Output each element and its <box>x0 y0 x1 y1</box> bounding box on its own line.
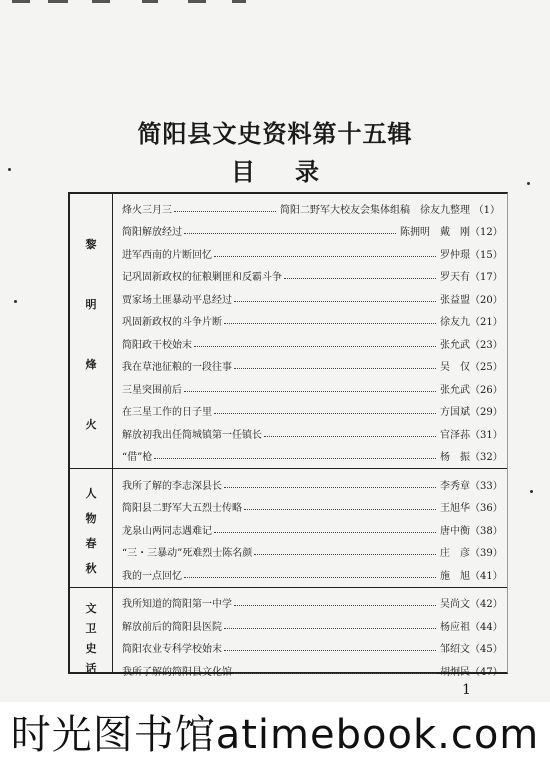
entry-title: 我所了解的简阳县文化馆 <box>122 666 232 678</box>
toc-entry[interactable] <box>122 661 503 679</box>
entry-title: 巩固新政权的斗争片断 <box>122 317 222 328</box>
category-char: 人 <box>85 487 97 501</box>
toc-entry[interactable] <box>122 543 503 561</box>
toc-entry[interactable] <box>122 520 503 538</box>
category-char: 春 <box>85 537 97 551</box>
entry-title: 贾家场土匪暴动平息经过 <box>122 294 232 306</box>
entry-author: 徐友九 <box>440 317 470 328</box>
dot-leader <box>184 233 396 234</box>
entry-author: 简阳二野军大校友会集体组稿 徐友九整理 <box>280 204 470 216</box>
entry-title: “借”枪 <box>122 452 153 463</box>
toc-entry[interactable] <box>122 312 503 330</box>
entry-page: （17） <box>470 272 503 283</box>
entry-page: （21） <box>470 317 503 328</box>
contents-heading: 目录 <box>231 157 359 186</box>
top-edge-marks <box>0 0 550 6</box>
dot-leader <box>174 211 276 212</box>
entry-author: 杨 振 <box>440 452 470 463</box>
dot-leader <box>234 673 436 674</box>
entry-author: 唐中衡 <box>440 525 470 537</box>
toc-entry[interactable] <box>122 199 500 217</box>
toc-entry[interactable] <box>122 424 503 442</box>
entry-author: 杨应祖 <box>440 621 470 633</box>
entry-page: （47） <box>470 666 503 678</box>
entry-author: 陈拥明 戴 刚 <box>400 227 470 238</box>
category-char: 明 <box>85 297 97 311</box>
toc-entry[interactable] <box>122 639 503 657</box>
entry-title: 解放初我出任简城镇第一任镇长 <box>122 429 262 441</box>
entry-title: “三・三暴动”死难烈士陈名颜 <box>122 548 253 559</box>
entry-author: 官泽荪 <box>440 429 470 441</box>
category-char: 火 <box>85 417 97 431</box>
dot-leader <box>224 628 436 629</box>
entry-title: 进军西南的片断回忆 <box>122 249 212 261</box>
dot-leader <box>244 509 436 510</box>
toc-entry[interactable] <box>122 267 503 285</box>
entry-author: 王旭华 <box>440 503 470 514</box>
dot-leader <box>224 650 436 651</box>
entry-page: （23） <box>470 339 503 351</box>
toc-entry[interactable] <box>122 447 503 465</box>
category-char: 秋 <box>85 562 97 576</box>
entry-title: 解放前后的简阳县医院 <box>122 621 222 633</box>
entry-author: 吴 仅 <box>440 362 470 373</box>
entry-author: 罗仲璟 <box>440 249 470 261</box>
dot-leader <box>214 532 436 533</box>
page-number: 1 <box>462 682 471 698</box>
entry-title: 我在草池征粮的一段往事 <box>122 362 232 373</box>
toc-entry[interactable] <box>122 222 503 240</box>
entry-page: （31） <box>470 429 503 441</box>
entry-title: 龙泉山两同志遇难记 <box>122 525 212 537</box>
toc-entry[interactable] <box>122 379 503 397</box>
entry-author: 张允武 <box>440 339 470 351</box>
entry-author: 罗天有 <box>440 272 470 283</box>
entry-page: （1） <box>473 204 500 216</box>
dot-leader <box>234 301 436 302</box>
dot-leader <box>214 256 436 257</box>
table-of-contents <box>68 192 508 678</box>
scan-speck <box>527 182 530 185</box>
scan-speck <box>8 168 11 171</box>
toc-entry[interactable] <box>122 289 503 307</box>
entry-page: （26） <box>470 384 503 396</box>
entry-page: （41） <box>470 570 503 582</box>
dot-leader <box>214 413 436 414</box>
entry-page: （25） <box>470 362 503 373</box>
entry-author: 方国斌 <box>440 407 470 418</box>
category-char: 烽 <box>85 357 97 371</box>
dot-leader <box>234 368 436 369</box>
document-title: 简阳县文史资料第十五辑 <box>137 119 413 148</box>
entry-author: 李秀章 <box>440 480 470 492</box>
entry-title: 三星突围前后 <box>122 384 182 396</box>
dot-leader <box>224 487 436 488</box>
entry-author: 胡炯民 <box>440 666 470 678</box>
section-category <box>70 239 112 430</box>
entry-page: （38） <box>470 525 503 537</box>
category-char: 话 <box>85 662 97 675</box>
entry-title: 烽火三月三 <box>122 204 172 216</box>
entry-page: （12） <box>470 227 503 238</box>
toc-entry[interactable] <box>122 565 503 583</box>
entry-title: 我所了解的李志深县长 <box>122 480 222 492</box>
entry-page: （42） <box>470 599 503 610</box>
watermark-banner: 时光图书馆atimebook.com <box>0 702 550 768</box>
section-divider <box>70 587 507 588</box>
entry-title: 简阳解放经过 <box>122 227 182 238</box>
entry-title: 简阳县二野军大五烈士传略 <box>122 503 242 514</box>
dot-leader <box>284 278 436 279</box>
scan-speck <box>530 490 533 493</box>
toc-entry[interactable] <box>122 498 503 516</box>
dot-leader <box>264 436 436 437</box>
entry-page: （39） <box>470 548 503 559</box>
entry-page: （20） <box>470 294 503 306</box>
entry-page: （15） <box>470 249 503 261</box>
entry-title: 我所知道的简阳第一中学 <box>122 599 232 610</box>
entry-author: 庄 彦 <box>440 548 470 559</box>
entry-author: 张允武 <box>440 384 470 396</box>
entry-page: （29） <box>470 407 503 418</box>
entry-author: 施 旭 <box>440 570 470 582</box>
dot-leader <box>154 458 436 459</box>
dot-leader <box>194 346 436 347</box>
entry-title: 在三星工作的日子里 <box>122 407 212 418</box>
section-category <box>70 603 112 674</box>
dot-leader <box>254 554 436 555</box>
category-char: 史 <box>85 642 97 655</box>
entry-author: 吴尚文 <box>440 599 470 610</box>
section-divider <box>70 468 507 469</box>
entry-page: （32） <box>470 452 503 463</box>
toc-entry[interactable] <box>122 402 503 420</box>
entry-author: 邹绍文 <box>440 644 470 655</box>
category-char: 卫 <box>85 622 97 635</box>
toc-entry[interactable] <box>122 334 503 352</box>
category-char: 文 <box>85 602 97 615</box>
entry-title: 简阳政干校始末 <box>122 339 192 351</box>
dot-leader <box>184 391 436 392</box>
entry-title: 记巩固新政权的征粮剿匪和反霸斗争 <box>122 272 282 283</box>
entry-title: 我的一点回忆 <box>122 570 182 582</box>
dot-leader <box>234 605 436 606</box>
dot-leader <box>184 577 436 578</box>
toc-entry[interactable] <box>122 475 503 493</box>
category-char: 黎 <box>85 237 97 251</box>
toc-entry[interactable] <box>122 594 503 612</box>
toc-entry[interactable] <box>122 616 503 634</box>
entry-author: 张益盟 <box>440 294 470 306</box>
entry-page: （36） <box>470 503 503 514</box>
scan-speck <box>14 300 17 303</box>
entry-page: （44） <box>470 621 503 633</box>
entry-page: （33） <box>470 480 503 492</box>
entry-title: 简阳农业专科学校始末 <box>122 644 222 655</box>
category-char: 物 <box>85 512 97 526</box>
entry-page: （45） <box>470 644 503 655</box>
toc-entry[interactable] <box>122 244 503 262</box>
toc-entry[interactable] <box>122 357 503 375</box>
dot-leader <box>224 323 436 324</box>
section-category <box>70 488 112 574</box>
